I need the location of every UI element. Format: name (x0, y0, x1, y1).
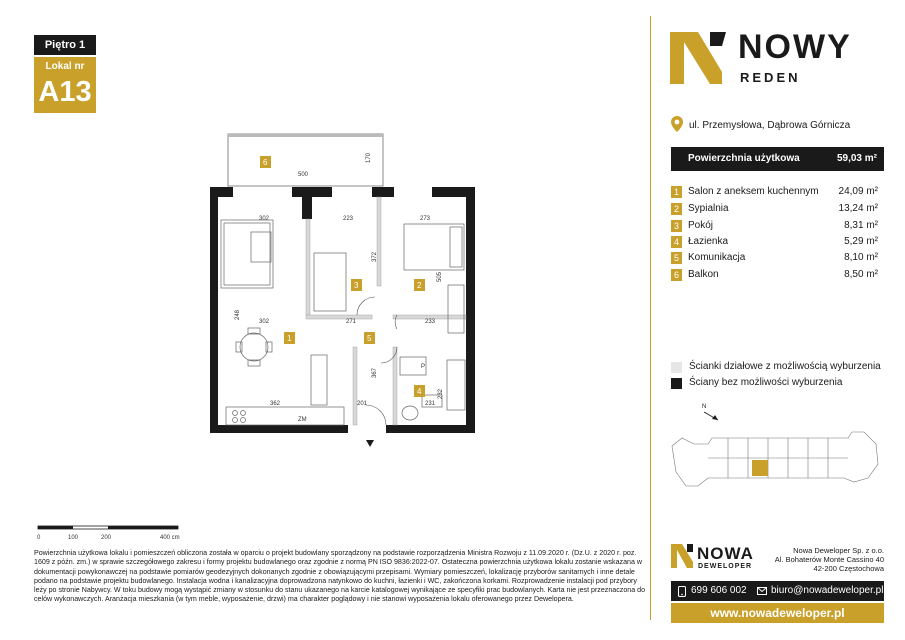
room-area: 8,31 m² (844, 220, 878, 231)
room-row (671, 220, 884, 234)
room-name: Komunikacja (688, 252, 746, 263)
scale-400: 400 cm (160, 535, 180, 541)
legend-swatch-partition (671, 362, 682, 373)
floor-plan (200, 125, 500, 455)
badge-1: 1 (287, 334, 292, 343)
unit-number: A13 (38, 76, 92, 108)
nowa-deweloper-logo-icon (671, 544, 693, 568)
developer-city: 42-200 Częstochowa (813, 564, 884, 573)
badge-3: 3 (354, 281, 359, 290)
room-row (671, 269, 884, 283)
unit-label: Lokal nr (45, 61, 85, 72)
dim-231: 231 (425, 401, 436, 407)
scale-100: 100 (68, 535, 79, 541)
website-link[interactable]: www.nowadeweloper.pl (710, 606, 845, 620)
room-number: 2 (671, 203, 682, 215)
unit-tag (34, 57, 96, 113)
developer-logo-bottom: DEWELOPER (698, 563, 753, 570)
room-name: Salon z aneksem kuchennym (688, 186, 819, 197)
room-number: 1 (671, 186, 682, 198)
room-row (671, 186, 884, 200)
legend-swatch-structural (671, 378, 682, 389)
address: ul. Przemysłowa, Dąbrowa Górnicza (689, 120, 851, 131)
brand-name-bottom: REDEN (740, 70, 801, 85)
legend-text-structural: Ściany bez możliwości wyburzenia (689, 377, 843, 388)
badge-6: 6 (263, 158, 268, 167)
badge-4: 4 (417, 387, 422, 396)
dim-233: 233 (425, 319, 436, 325)
room-name: Sypialnia (688, 203, 729, 214)
floor-label: Piętro 1 (44, 39, 86, 51)
dim-201: 201 (357, 401, 368, 407)
divider-line (650, 16, 651, 620)
balcony-railing (228, 134, 383, 137)
disclaimer-text: Powierzchnia użytkowa lokalu i pomieszczeń obliczona została w oparciu o projekt budowlany sporządzony na podstawie rozporządzenia Ministra Rozwoju z 11.09.2020 r. (Dz.U. z 2020 r. poz. 1609 z późn. zm.) w sprawie szczegółowego zakresu i formy projektu budowlanego oraz zgodnie z normą PN ISO 9836:2022-07. Ostateczna powierzchnia użytkowa lokalu zostanie wskazana w dokumentacji powykonawczej na podstawie pomiarów geodezyjnych dokonanych zgodnie z obowiązującymi przepisami. Wymiary pomieszczeń, lokalizację przyborów sanitarnych i inne detale podano na podstawie projektu budowlanego. Instalacja wodna i kanalizacyjna doprowadzona natynkowo do kuchni, łazienki i WC, zakończona korkami. Rozprowadzenie instalacji pod przybory leży po stronie Nabywcy. W toku budowy mogą wystąpić zmiany w stosunku do stanu ukazanego na karcie katalogowej wynikające ze specyfiki prac budowlanych. Karta nie jest przeznaczona do celów wykonawczych. Aranżacja mieszkania (w tym meble, wyposażenie, drzwi) ma charakter poglądowy i nie stanowi wyposażenia lokalu oferowanego przez Dewelopera. (34, 549, 646, 604)
badge-2: 2 (417, 281, 422, 290)
nowy-reden-logo-icon (670, 32, 730, 84)
entrance-arrow-icon (366, 440, 374, 447)
room-area: 13,24 m² (838, 203, 878, 214)
room-area: 24,09 m² (838, 186, 878, 197)
developer-logo-top: NOWA (697, 544, 754, 563)
scale-200: 200 (101, 535, 112, 541)
contact-bar (671, 581, 884, 601)
dim-302-mid: 302 (259, 319, 270, 325)
room-name: Balkon (688, 269, 719, 280)
phone-icon (678, 586, 686, 597)
dim-302-top: 302 (259, 216, 270, 222)
dim-232: 232 (438, 388, 444, 399)
room-number: 5 (671, 252, 682, 264)
room-row (671, 236, 884, 250)
room-number: 6 (671, 269, 682, 281)
balcony (228, 134, 383, 186)
room-name: Pokój (688, 220, 714, 231)
location-pin-icon (671, 116, 683, 132)
usable-area-label: Powierzchnia użytkowa (688, 153, 800, 164)
usable-area-value: 59,03 m² (836, 153, 877, 164)
developer-street: Al. Bohaterów Monte Cassino 40 (774, 555, 884, 564)
site-plan (668, 398, 884, 498)
room-area: 5,29 m² (844, 236, 878, 247)
north-label: N (702, 404, 707, 410)
scale-bar (34, 522, 184, 544)
dim-balcony-depth: 170 (366, 152, 372, 163)
boiler-label: P (421, 364, 426, 370)
dim-372: 372 (372, 251, 378, 262)
website-bar (671, 603, 884, 623)
room-name: Łazienka (688, 236, 729, 247)
room-row (671, 203, 884, 217)
dim-273: 273 (420, 216, 431, 222)
fridge-label: ZM (298, 417, 307, 423)
legend-text-partition: Ścianki działowe z możliwością wyburzenia (689, 361, 881, 372)
phone-number[interactable]: 699 606 002 (691, 585, 747, 596)
dim-362: 362 (270, 401, 281, 407)
unit-location-marker (752, 460, 768, 476)
dim-balcony-width: 500 (298, 172, 309, 178)
dim-367: 367 (372, 367, 378, 378)
room-row (671, 252, 884, 266)
brand-name-top: NOWY (738, 28, 852, 66)
email-link[interactable]: biuro@nowadeweloper.pl (771, 585, 884, 596)
badge-5: 5 (367, 334, 372, 343)
dim-505: 505 (437, 271, 443, 282)
dim-271: 271 (346, 319, 357, 325)
usable-area-header (671, 147, 884, 171)
room-number: 4 (671, 236, 682, 248)
dim-248: 248 (235, 309, 241, 320)
developer-company: Nowa Deweloper Sp. z o.o. (793, 546, 884, 555)
email-icon (757, 587, 767, 595)
north-arrow-icon (704, 412, 718, 420)
room-area: 8,50 m² (844, 269, 878, 280)
floor-tag (34, 35, 96, 55)
room-number: 3 (671, 220, 682, 232)
scale-0: 0 (37, 535, 41, 541)
dim-223: 223 (343, 216, 354, 222)
room-area: 8,10 m² (844, 252, 878, 263)
